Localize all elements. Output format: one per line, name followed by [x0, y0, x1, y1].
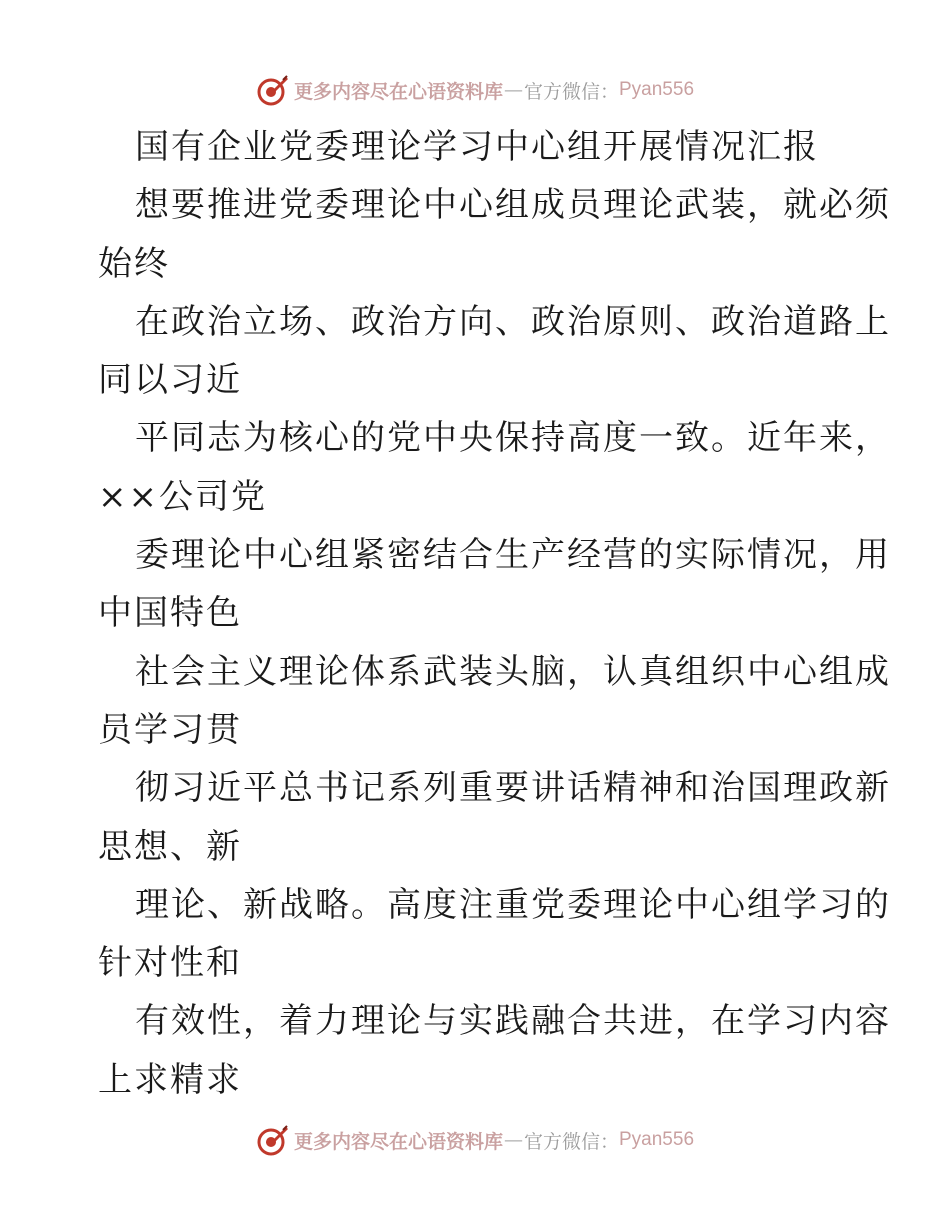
banner-brand-text: 更多内容尽在心语资料库 [293, 80, 503, 103]
header-banner [0, 70, 950, 110]
banner-wechat-id: Pyan556 [619, 79, 695, 100]
text-line: 同以习近 [98, 360, 242, 401]
text-line: 思想、新 [98, 826, 242, 867]
text-line: 平同志为核心的党中央保持高度一致。近年来， [135, 418, 891, 459]
fountain-pen-logo-icon [256, 73, 290, 107]
banner-separator: — [503, 79, 523, 101]
document-body [98, 118, 891, 1109]
text-line: 在政治立场、政治方向、政治原则、政治道路上 [135, 301, 891, 342]
banner-official-label: 官方微信： [523, 1130, 619, 1153]
fountain-pen-logo-icon [256, 1123, 290, 1157]
text-line: 彻习近平总书记系列重要讲话精神和治国理政新 [135, 768, 891, 809]
banner-wechat-id: Pyan556 [619, 1129, 695, 1150]
banner-brand-text: 更多内容尽在心语资料库 [293, 1130, 503, 1153]
text-line: 始终 [98, 243, 170, 284]
text-line: 员学习贯 [98, 709, 242, 750]
text-line: 有效性，着力理论与实践融合共进，在学习内容 [135, 1001, 891, 1042]
footer-banner [0, 1120, 950, 1160]
text-line: 想要推进党委理论中心组成员理论武装，就必须 [135, 185, 891, 226]
text-line: 上求精求 [98, 1059, 242, 1100]
text-line: 社会主义理论体系武装头脑，认真组织中心组成 [135, 651, 891, 692]
text-line: 中国特色 [98, 593, 242, 634]
banner-separator: — [503, 1129, 523, 1151]
text-line: ××公司党 [98, 476, 267, 517]
text-line: 委理论中心组紧密结合生产经营的实际情况，用 [135, 535, 891, 576]
text-line: 针对性和 [98, 943, 242, 984]
text-line: 理论、新战略。高度注重党委理论中心组学习的 [135, 884, 891, 925]
document-title: 国有企业党委理论学习中心组开展情况汇报 [135, 127, 819, 167]
banner-official-label: 官方微信： [523, 80, 619, 103]
